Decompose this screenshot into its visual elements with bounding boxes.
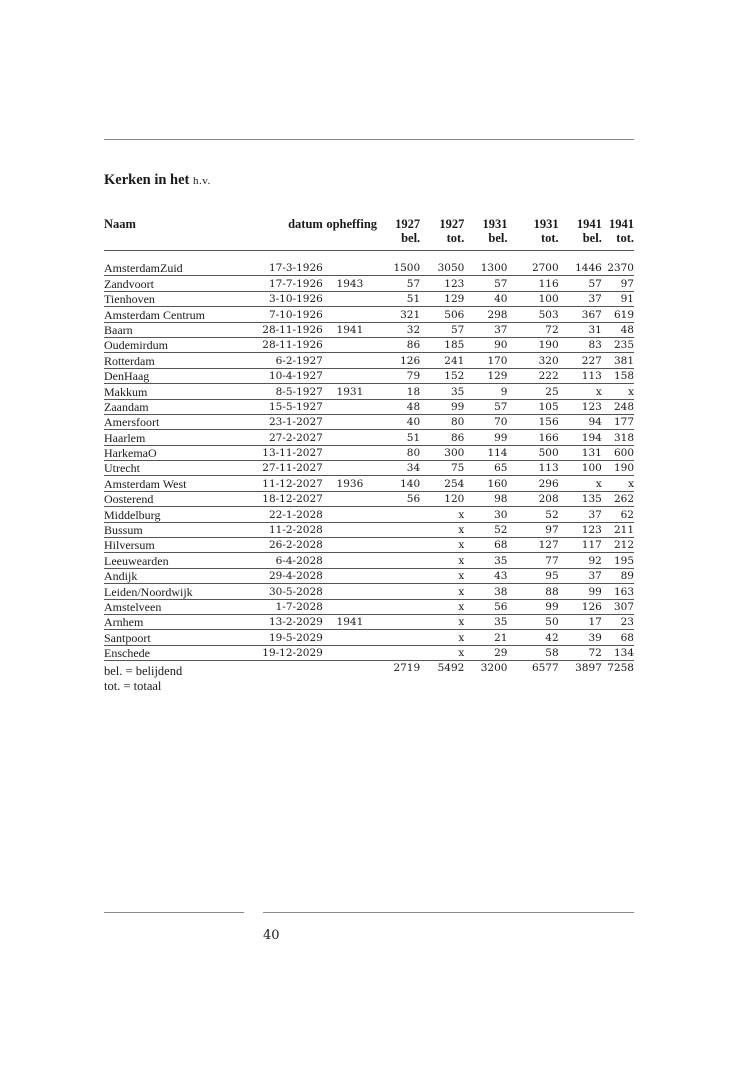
cell-1931-bel: 37 [464,322,507,337]
cell-datum: 19-5-2029 [250,630,323,645]
cell-1941-bel: 113 [559,368,602,383]
cell-1931-bel: 30 [464,507,507,522]
cell-1931-bel: 35 [464,614,507,629]
cell-1927-tot: x [420,630,464,645]
cell-datum: 23-1-2027 [250,414,323,429]
cell-1931-bel: 57 [464,276,507,291]
cell-1927-tot: x [420,614,464,629]
cell-1927-tot: 120 [420,491,464,506]
cell-1927-tot: 241 [420,353,464,368]
cell-1931-tot: 156 [507,414,558,429]
cell-opheffing: 1941 [323,322,377,337]
cell-datum: 27-11-2027 [250,461,323,476]
cell-naam: Baarn [104,322,250,337]
header-1941-tot: 1941 tot. [602,217,634,251]
cell-1927-bel [377,645,420,660]
cell-naam: Enschede [104,645,250,660]
cell-1931-bel: 35 [464,553,507,568]
cell-1931-tot: 42 [507,630,558,645]
title-main: Kerken in het [104,172,190,188]
cell-1931-bel: 9 [464,384,507,399]
cell-opheffing [323,538,377,553]
total-1927-bel: 2719 [393,662,421,675]
page-number: 40 [263,928,280,943]
cell-1927-bel: 51 [377,430,420,445]
cell-opheffing [323,584,377,599]
cell-1941-bel: 17 [559,614,602,629]
cell-1927-bel [377,614,420,629]
table-row [104,491,634,506]
cell-1941-tot: 97 [602,276,634,291]
cell-opheffing [323,630,377,645]
total-1941-tot: 7258 [607,662,634,675]
cell-datum: 6-4-2028 [250,553,323,568]
cell-1931-tot: 52 [507,507,558,522]
cell-1941-bel: 135 [559,491,602,506]
cell-naam: Oosterend [104,491,250,506]
cell-1927-bel [377,538,420,553]
cell-naam: Hilversum [104,538,250,553]
cell-naam: Zandvoort [104,276,250,291]
cell-opheffing: 1936 [323,476,377,491]
cell-1931-bel: 114 [464,445,507,460]
cell-1941-tot: 91 [602,291,634,306]
cell-1941-tot: 89 [602,568,634,583]
table-row [104,645,634,660]
cell-1941-tot: 134 [602,645,634,660]
cell-1941-bel: 99 [559,584,602,599]
cell-1927-bel [377,507,420,522]
header-1931-tot: 1931 tot. [507,217,558,251]
table-row [104,414,634,429]
cell-1931-bel: 43 [464,568,507,583]
cell-1941-tot: 600 [602,445,634,460]
totals-empty [250,661,323,677]
cell-opheffing [323,522,377,537]
table-row [104,291,634,306]
cell-1941-tot: 318 [602,430,634,445]
cell-1941-bel: 31 [559,322,602,337]
cell-naam: Zaandam [104,399,250,414]
header-datum: datum [250,217,323,251]
header-naam: Naam [104,217,250,251]
cell-1931-bel: 90 [464,337,507,352]
cell-naam: Amsterdam West [104,476,250,491]
cell-1941-tot: 190 [602,461,634,476]
cell-opheffing [323,645,377,660]
cell-opheffing [323,353,377,368]
cell-opheffing [323,507,377,522]
cell-datum: 22-1-2028 [250,507,323,522]
cell-opheffing [323,430,377,445]
cell-1927-bel: 1500 [377,261,420,276]
cell-1931-bel: 1300 [464,261,507,276]
cell-1927-tot: 86 [420,430,464,445]
cell-naam: Amersfoort [104,414,250,429]
legend [104,664,182,694]
cell-opheffing [323,599,377,614]
cell-datum: 10-4-1927 [250,368,323,383]
cell-datum: 30-5-2028 [250,584,323,599]
cell-1941-bel: 39 [559,630,602,645]
cell-1941-bel: 194 [559,430,602,445]
cell-datum: 11-2-2028 [250,522,323,537]
cell-1927-bel: 79 [377,368,420,383]
cell-1941-tot: 248 [602,399,634,414]
cell-1941-bel: 123 [559,399,602,414]
cell-1931-tot: 500 [507,445,558,460]
cell-opheffing [323,307,377,322]
cell-1931-tot: 127 [507,538,558,553]
cell-opheffing [323,399,377,414]
cell-datum: 8-5-1927 [250,384,323,399]
header-opheffing: opheffing [323,217,377,251]
cell-1931-bel: 29 [464,645,507,660]
cell-1927-tot: 75 [420,461,464,476]
cell-1931-tot: 97 [507,522,558,537]
cell-opheffing [323,568,377,583]
table-body [104,251,634,677]
cell-1931-tot: 113 [507,461,558,476]
cell-1927-tot: 506 [420,307,464,322]
cell-naam: Andijk [104,568,250,583]
table-row [104,568,634,583]
cell-naam: Oudemirdum [104,337,250,352]
cell-naam: Leeuwearden [104,553,250,568]
cell-naam: Santpoort [104,630,250,645]
cell-1931-bel: 52 [464,522,507,537]
cell-1927-tot: 185 [420,337,464,352]
cell-1927-tot: x [420,645,464,660]
cell-1927-tot: 99 [420,399,464,414]
cell-1931-bel: 57 [464,399,507,414]
header-1927-bel: 1927 bel. [377,217,420,251]
cell-opheffing [323,553,377,568]
cell-1931-bel: 38 [464,584,507,599]
cell-1927-tot: x [420,522,464,537]
churches-table [104,217,634,676]
page-title [104,172,211,189]
table-row [104,307,634,322]
table-row [104,337,634,352]
table-row [104,276,634,291]
cell-1941-bel: 83 [559,337,602,352]
cell-opheffing [323,414,377,429]
top-rule [104,139,634,140]
cell-1941-bel: x [559,476,602,491]
cell-datum: 11-12-2027 [250,476,323,491]
cell-1927-bel: 18 [377,384,420,399]
cell-datum: 13-2-2029 [250,614,323,629]
cell-1941-tot: 211 [602,522,634,537]
cell-1941-bel: 37 [559,568,602,583]
cell-1931-tot: 95 [507,568,558,583]
cell-1931-bel: 65 [464,461,507,476]
cell-1927-tot: x [420,584,464,599]
cell-1941-bel: 92 [559,553,602,568]
cell-1927-bel: 80 [377,445,420,460]
header-1927-tot: 1927 tot. [420,217,464,251]
cell-datum: 26-2-2028 [250,538,323,553]
table-row [104,476,634,491]
title-abbr: h.v. [193,175,211,187]
cell-1927-tot: x [420,568,464,583]
table-row [104,630,634,645]
cell-1931-tot: 100 [507,291,558,306]
cell-1941-tot: 163 [602,584,634,599]
cell-1941-tot: 68 [602,630,634,645]
cell-opheffing [323,491,377,506]
cell-opheffing [323,461,377,476]
cell-1927-bel: 126 [377,353,420,368]
cell-1927-bel: 40 [377,414,420,429]
table-row [104,599,634,614]
cell-1931-bel: 21 [464,630,507,645]
cell-1927-bel [377,568,420,583]
cell-datum: 6-2-1927 [250,353,323,368]
cell-1931-tot: 58 [507,645,558,660]
footer-rule-left [104,912,244,913]
cell-opheffing [323,445,377,460]
cell-opheffing [323,337,377,352]
cell-opheffing: 1931 [323,384,377,399]
cell-1931-tot: 25 [507,384,558,399]
cell-naam: Amsterdam Centrum [104,307,250,322]
cell-naam: Rotterdam [104,353,250,368]
cell-1941-tot: 48 [602,322,634,337]
cell-1941-bel: 37 [559,507,602,522]
cell-naam: Amstelveen [104,599,250,614]
header-1931-bel: 1931 bel. [464,217,507,251]
cell-1941-tot: 62 [602,507,634,522]
table-row [104,507,634,522]
cell-datum: 27-2-2027 [250,430,323,445]
cell-1941-tot: 381 [602,353,634,368]
cell-datum: 15-5-1927 [250,399,323,414]
cell-1931-bel: 70 [464,414,507,429]
cell-datum: 28-11-1926 [250,322,323,337]
table-row [104,614,634,629]
cell-1941-tot: 23 [602,614,634,629]
cell-1927-bel [377,584,420,599]
cell-1927-bel: 48 [377,399,420,414]
cell-naam: DenHaag [104,368,250,383]
cell-1931-tot: 72 [507,322,558,337]
cell-1931-tot: 166 [507,430,558,445]
cell-1927-tot: 129 [420,291,464,306]
cell-datum: 7-10-1926 [250,307,323,322]
cell-1927-bel: 34 [377,461,420,476]
cell-opheffing [323,291,377,306]
table-row [104,322,634,337]
cell-naam: Arnhem [104,614,250,629]
cell-datum: 29-4-2028 [250,568,323,583]
cell-1941-tot: 235 [602,337,634,352]
cell-1941-bel: 126 [559,599,602,614]
cell-1931-bel: 56 [464,599,507,614]
cell-1927-tot: x [420,507,464,522]
cell-1941-tot: 212 [602,538,634,553]
cell-1927-tot: x [420,553,464,568]
cell-1931-bel: 40 [464,291,507,306]
cell-1927-tot: 123 [420,276,464,291]
cell-1931-tot: 50 [507,614,558,629]
cell-naam: Leiden/Noordwijk [104,584,250,599]
cell-1927-bel: 57 [377,276,420,291]
cell-naam: Makkum [104,384,250,399]
cell-1931-tot: 2700 [507,261,558,276]
cell-1931-bel: 298 [464,307,507,322]
cell-1931-bel: 170 [464,353,507,368]
cell-naam: Tienhoven [104,291,250,306]
cell-1927-tot: 300 [420,445,464,460]
cell-1927-tot: x [420,538,464,553]
cell-datum: 3-10-1926 [250,291,323,306]
cell-1927-tot: 80 [420,414,464,429]
cell-1927-bel: 51 [377,291,420,306]
cell-1941-bel: 1446 [559,261,602,276]
cell-datum: 13-11-2027 [250,445,323,460]
cell-naam: HarkemaO [104,445,250,460]
table-row [104,353,634,368]
cell-1931-bel: 98 [464,491,507,506]
cell-datum: 17-3-1926 [250,261,323,276]
cell-1931-bel: 129 [464,368,507,383]
cell-1941-bel: 131 [559,445,602,460]
legend-bel: bel. = belijdend [104,664,183,678]
table-row [104,384,634,399]
cell-1941-tot: x [602,476,634,491]
cell-1941-bel: 227 [559,353,602,368]
cell-1941-bel: 117 [559,538,602,553]
cell-datum: 19-12-2029 [250,645,323,660]
cell-1931-tot: 77 [507,553,558,568]
footer-rule-right [263,912,634,913]
cell-1927-tot: x [420,599,464,614]
table-row [104,399,634,414]
cell-1941-tot: 2370 [602,261,634,276]
cell-1931-tot: 99 [507,599,558,614]
cell-1927-bel: 32 [377,322,420,337]
cell-1941-bel: 94 [559,414,602,429]
table-row [104,553,634,568]
cell-1931-tot: 296 [507,476,558,491]
cell-1927-bel: 86 [377,337,420,352]
header-1941-bel: 1941 bel. [559,217,602,251]
cell-1931-tot: 222 [507,368,558,383]
cell-1941-tot: 307 [602,599,634,614]
cell-1927-bel: 56 [377,491,420,506]
cell-1941-tot: 619 [602,307,634,322]
cell-1931-tot: 190 [507,337,558,352]
table-row [104,430,634,445]
cell-1941-bel: 123 [559,522,602,537]
cell-1927-bel [377,599,420,614]
cell-datum: 18-12-2027 [250,491,323,506]
cell-1931-bel: 99 [464,430,507,445]
cell-1927-tot: 3050 [420,261,464,276]
cell-1941-bel: 72 [559,645,602,660]
cell-1927-tot: 254 [420,476,464,491]
cell-1931-tot: 503 [507,307,558,322]
table-row [104,538,634,553]
table-row [104,584,634,599]
cell-1941-bel: 37 [559,291,602,306]
cell-1941-bel: 57 [559,276,602,291]
total-1941-bel: 3897 [575,662,602,675]
table-row [104,522,634,537]
cell-1941-bel: 100 [559,461,602,476]
cell-1931-tot: 320 [507,353,558,368]
cell-opheffing [323,368,377,383]
cell-1927-tot: 152 [420,368,464,383]
cell-1931-tot: 88 [507,584,558,599]
legend-tot: tot. = totaal [104,679,162,693]
cell-opheffing: 1943 [323,276,377,291]
cell-datum: 1-7-2028 [250,599,323,614]
cell-1941-tot: 195 [602,553,634,568]
cell-1931-bel: 160 [464,476,507,491]
cell-1931-bel: 68 [464,538,507,553]
cell-naam: AmsterdamZuid [104,261,250,276]
table-row [104,368,634,383]
cell-1941-tot: x [602,384,634,399]
cell-1941-tot: 158 [602,368,634,383]
cell-1941-bel: x [559,384,602,399]
cell-1927-bel [377,522,420,537]
cell-1927-bel [377,553,420,568]
cell-1931-tot: 105 [507,399,558,414]
totals-empty [323,661,377,677]
table-row [104,445,634,460]
cell-1927-bel: 140 [377,476,420,491]
table-row [104,261,634,276]
table-row [104,461,634,476]
cell-datum: 28-11-1926 [250,337,323,352]
cell-naam: Bussum [104,522,250,537]
cell-opheffing: 1941 [323,614,377,629]
cell-naam: Haarlem [104,430,250,445]
total-1931-tot: 6577 [531,662,559,675]
cell-1927-tot: 35 [420,384,464,399]
cell-1927-bel: 321 [377,307,420,322]
cell-datum: 17-7-1926 [250,276,323,291]
cell-1941-tot: 262 [602,491,634,506]
cell-1931-tot: 116 [507,276,558,291]
total-1927-tot: 5492 [437,662,465,675]
total-1931-bel: 3200 [480,662,508,675]
spacer-row [104,251,634,262]
cell-opheffing [323,261,377,276]
cell-1941-bel: 367 [559,307,602,322]
cell-1927-bel [377,630,420,645]
cell-naam: Middelburg [104,507,250,522]
totals-row [104,661,634,677]
cell-naam: Utrecht [104,461,250,476]
cell-1941-tot: 177 [602,414,634,429]
cell-1927-tot: 57 [420,322,464,337]
cell-1931-tot: 208 [507,491,558,506]
